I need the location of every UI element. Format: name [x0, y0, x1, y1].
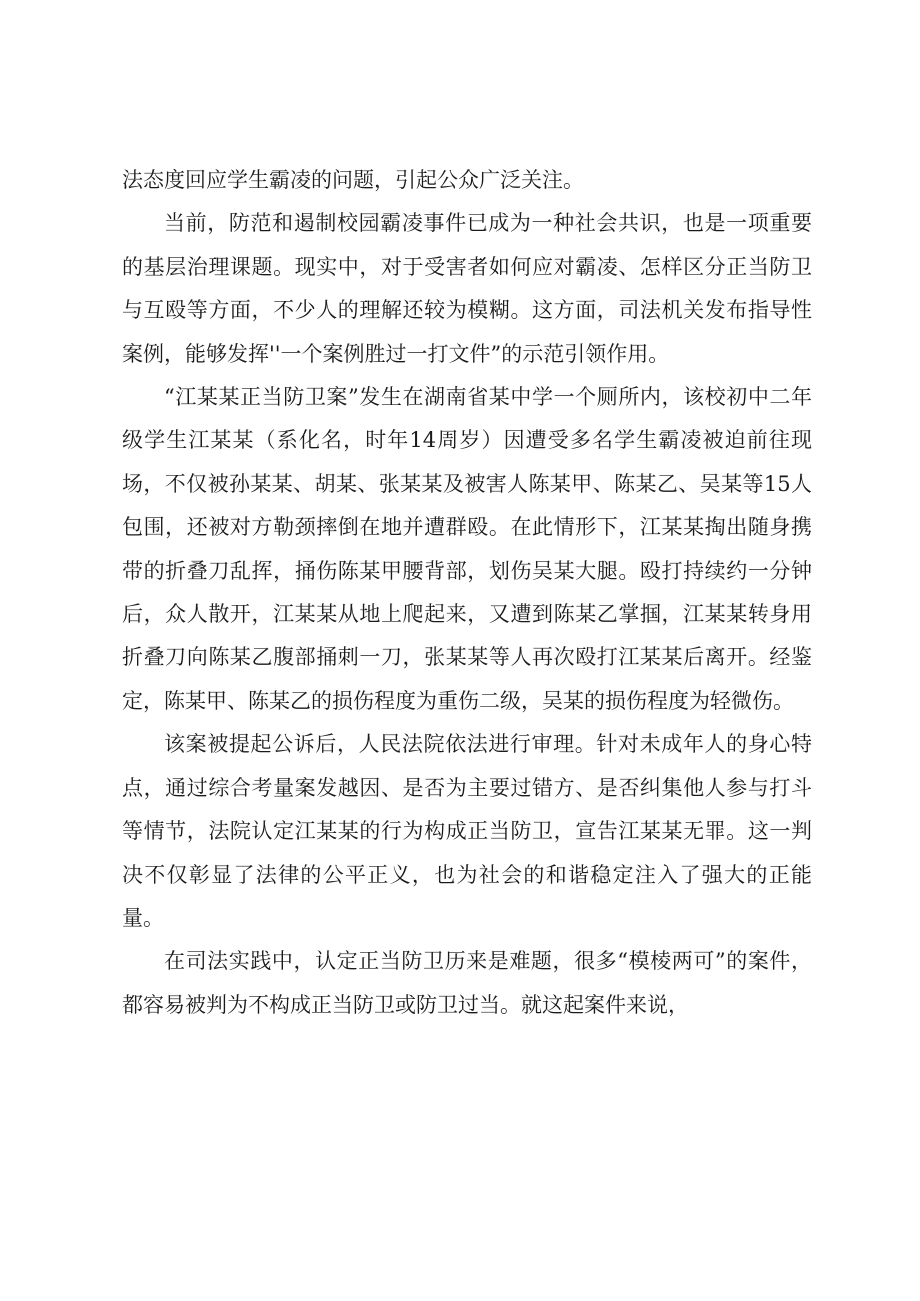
- paragraph-3: “江某某正当防卫案”发生在湖南省某中学一个厕所内，该校初中二年级学生江某某（系化名，时年14周岁）因遭受多名学生霸凌被迫前往现场，不仅被孙某某、胡某、张某某及被害人陈某甲、陈某乙、吴某等15人包围，还被对方勒颈摔倒在地并遭群殴。在此情形下，江某某掏出随身携带的折叠刀乱挥，捅伤陈某甲腰背部，划伤吴某大腿。殴打持续约一分钟后，众人散开，江某某从地上爬起来，又遭到陈某乙掌掴，江某某转身用折叠刀向陈某乙腹部捅刺一刀，张某某等人再次殴打江某某后离开。经鉴定，陈某甲、陈某乙的损伤程度为重伤二级，吴某的损伤程度为轻微伤。: [122, 385, 812, 713]
- article-body: [122, 159, 812, 1027]
- paragraph-4: 该案被提起公诉后，人民法院依法进行审理。针对未成年人的身心特点，通过综合考量案发越因、是否为主要过错方、是否纠集他人参与打斗等情节，法院认定江某某的行为构成正当防卫，宣告江某某无罪。这一判决不仅彰显了法律的公平正义，也为社会的和谐稳定注入了强大的正能量。: [122, 732, 812, 930]
- paragraph-2: 当前，防范和遏制校园霸凌事件已成为一种社会共识，也是一项重要的基层治理课题。现实中，对于受害者如何应对霸凌、怎样区分正当防卫与互殴等方面，不少人的理解还较为模糊。这方面，司法机关发布指导性案例，能够发挥''一个案例胜过一打文件”的示范引领作用。: [122, 211, 812, 366]
- paragraph-5: 在司法实践中，认定正当防卫历来是难题，很多“模棱两可”的案件，都容易被判为不构成正当防卫或防卫过当。就这起案件来说，: [122, 949, 812, 1017]
- paragraph-1: 法态度回应学生霸凌的问题，引起公众广泛关注。: [122, 168, 584, 192]
